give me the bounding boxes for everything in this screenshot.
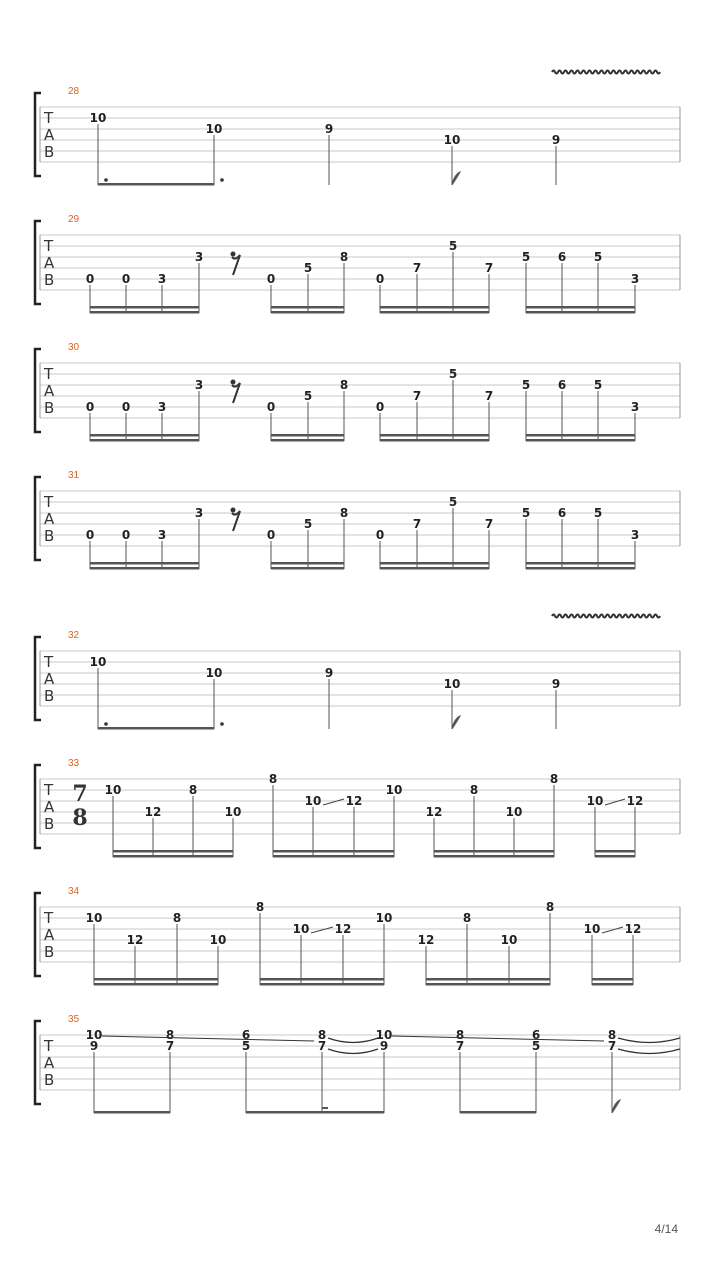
beam	[260, 978, 384, 981]
time-signature-denominator: 8	[72, 805, 88, 831]
beam	[273, 855, 394, 858]
fret-number: 8	[339, 250, 349, 264]
duration-dot	[104, 722, 108, 726]
tab-clef-letter: A	[44, 126, 55, 144]
fret-number: 7	[455, 1039, 465, 1053]
tab-clef-letter: T	[44, 493, 54, 511]
eighth-rest	[232, 255, 240, 275]
note-flag	[612, 1100, 620, 1113]
tie-line	[392, 1036, 604, 1041]
fret-number: 3	[157, 400, 167, 414]
fret-number: 8	[255, 900, 265, 914]
beam	[380, 311, 489, 314]
fret-number: 10	[224, 805, 242, 819]
fret-number: 10	[583, 922, 601, 936]
beam	[526, 306, 635, 309]
beam	[90, 567, 199, 570]
beam	[113, 850, 233, 853]
fret-number: 7	[484, 389, 494, 403]
tab-clef-letter: T	[44, 909, 54, 927]
tab-clef-letter: B	[44, 943, 55, 961]
system-28	[35, 71, 680, 186]
beam	[273, 850, 394, 853]
measure-number: 35	[68, 1014, 80, 1025]
fret-number: 10	[304, 794, 322, 808]
fret-number: 8	[339, 378, 349, 392]
fret-number: 12	[624, 922, 642, 936]
fret-number: 3	[194, 378, 204, 392]
fret-number: 5	[521, 506, 531, 520]
fret-number: 8	[317, 1028, 327, 1042]
fret-number: 12	[334, 922, 352, 936]
beam	[271, 311, 344, 314]
beam	[426, 978, 550, 981]
fret-number: 7	[484, 517, 494, 531]
system-32	[35, 615, 680, 730]
fret-number: 12	[425, 805, 443, 819]
vibrato-mark	[552, 615, 660, 618]
fret-number: 0	[85, 272, 95, 286]
beam	[426, 983, 550, 986]
fret-number: 12	[144, 805, 162, 819]
fret-number: 3	[157, 528, 167, 542]
system-35	[35, 1014, 680, 1114]
fret-number: 7	[484, 261, 494, 275]
beam	[595, 855, 635, 858]
beam	[526, 567, 635, 570]
fret-number: 5	[448, 239, 458, 253]
beam	[526, 311, 635, 314]
beam	[271, 306, 344, 309]
fret-number: 8	[545, 900, 555, 914]
fret-number: 3	[194, 506, 204, 520]
fret-number: 9	[324, 666, 334, 680]
fret-number: 0	[375, 272, 385, 286]
beam	[94, 983, 218, 986]
tie-arc	[328, 1049, 378, 1054]
beam	[592, 983, 633, 986]
tie-arc	[618, 1049, 680, 1054]
beam	[98, 183, 214, 186]
fret-number: 5	[593, 506, 603, 520]
beam	[90, 434, 199, 437]
beam	[90, 306, 199, 309]
fret-number: 0	[121, 400, 131, 414]
beam	[434, 855, 554, 858]
fret-number: 0	[85, 528, 95, 542]
tab-clef-letter: A	[44, 1054, 55, 1072]
fret-number: 9	[324, 122, 334, 136]
system-31	[35, 470, 680, 570]
duration-dot	[104, 178, 108, 182]
beam	[595, 850, 635, 853]
fret-number: 7	[412, 517, 422, 531]
beam	[271, 439, 344, 442]
beam	[90, 311, 199, 314]
tie-arc	[328, 1038, 378, 1043]
tab-clef-letter: B	[44, 143, 55, 161]
beam	[271, 434, 344, 437]
fret-number: 10	[375, 911, 393, 925]
beam	[460, 1111, 536, 1114]
beam	[94, 978, 218, 981]
beam	[113, 855, 233, 858]
tab-clef-letter: A	[44, 382, 55, 400]
fret-number: 6	[557, 250, 567, 264]
beam	[94, 1111, 170, 1114]
fret-number: 8	[607, 1028, 617, 1042]
fret-number: 0	[266, 528, 276, 542]
beam	[98, 727, 214, 730]
fret-number: 6	[557, 506, 567, 520]
fret-number: 8	[268, 772, 278, 786]
fret-number: 3	[630, 272, 640, 286]
tab-clef-letter: A	[44, 510, 55, 528]
fret-number: 10	[443, 677, 461, 691]
tie-arc	[618, 1038, 680, 1043]
fret-number: 5	[521, 250, 531, 264]
fret-number: 10	[205, 122, 223, 136]
fret-number: 10	[586, 794, 604, 808]
tab-clef-letter: T	[44, 237, 54, 255]
fret-number: 7	[412, 261, 422, 275]
beam	[380, 439, 489, 442]
fret-number: 6	[531, 1028, 541, 1042]
fret-number: 5	[531, 1039, 541, 1053]
fret-number: 10	[85, 1028, 103, 1042]
eighth-rest-dot	[231, 380, 236, 385]
eighth-rest	[232, 511, 240, 531]
tab-clef-letter: T	[44, 781, 54, 799]
fret-number: 0	[266, 400, 276, 414]
fret-number: 3	[630, 528, 640, 542]
tab-clef-letter: A	[44, 254, 55, 272]
fret-number: 8	[339, 506, 349, 520]
measure-number: 33	[68, 758, 80, 769]
beam	[526, 439, 635, 442]
tab-clef-letter: A	[44, 670, 55, 688]
fret-number: 3	[194, 250, 204, 264]
fret-number: 10	[385, 783, 403, 797]
fret-number: 10	[375, 1028, 393, 1042]
fret-number: 0	[375, 400, 385, 414]
system-30	[35, 342, 680, 442]
system-33	[35, 758, 680, 858]
fret-number: 6	[241, 1028, 251, 1042]
fret-number: 5	[303, 517, 313, 531]
page-number: 4/14	[654, 1222, 678, 1236]
fret-number: 5	[448, 367, 458, 381]
fret-number: 10	[500, 933, 518, 947]
fret-number: 10	[205, 666, 223, 680]
note-flag	[452, 716, 460, 729]
fret-number: 12	[626, 794, 644, 808]
fret-number: 0	[266, 272, 276, 286]
fret-number: 5	[241, 1039, 251, 1053]
fret-number: 10	[104, 783, 122, 797]
beam	[271, 562, 344, 565]
fret-number: 8	[462, 911, 472, 925]
tab-clef-letter: T	[44, 109, 54, 127]
beam	[246, 1111, 384, 1114]
tab-clef-letter: B	[44, 1071, 55, 1089]
beam	[592, 978, 633, 981]
system-29	[35, 214, 680, 314]
beam	[526, 562, 635, 565]
fret-number: 10	[505, 805, 523, 819]
fret-number: 8	[188, 783, 198, 797]
fret-number: 12	[345, 794, 363, 808]
fret-number: 8	[172, 911, 182, 925]
measure-number: 28	[68, 86, 80, 97]
tab-clef-letter: B	[44, 399, 55, 417]
fret-number: 0	[121, 272, 131, 286]
slide-line	[602, 927, 623, 933]
note-flag	[452, 172, 460, 185]
fret-number: 9	[551, 133, 561, 147]
fret-number: 3	[157, 272, 167, 286]
measure-number: 34	[68, 886, 80, 897]
system-34	[35, 886, 680, 986]
beam	[260, 983, 384, 986]
fret-number: 3	[630, 400, 640, 414]
tab-clef-letter: B	[44, 527, 55, 545]
fret-number: 10	[292, 922, 310, 936]
fret-number: 9	[379, 1039, 389, 1053]
time-signature-numerator: 7	[72, 781, 88, 807]
beam	[380, 567, 489, 570]
fret-number: 12	[417, 933, 435, 947]
fret-number: 6	[557, 378, 567, 392]
fret-number: 12	[126, 933, 144, 947]
fret-number: 7	[165, 1039, 175, 1053]
eighth-rest	[232, 383, 240, 403]
fret-number: 10	[89, 111, 107, 125]
tab-clef-letter: T	[44, 653, 54, 671]
fret-number: 7	[412, 389, 422, 403]
fret-number: 0	[85, 400, 95, 414]
fret-number: 10	[89, 655, 107, 669]
tab-clef-letter: T	[44, 1037, 54, 1055]
slide-line	[605, 799, 625, 805]
fret-number: 5	[593, 250, 603, 264]
tab-clef-letter: A	[44, 926, 55, 944]
vibrato-mark	[552, 71, 660, 74]
slide-line	[323, 799, 344, 805]
beam	[380, 562, 489, 565]
beam	[526, 434, 635, 437]
eighth-rest-dot	[231, 508, 236, 513]
slide-line	[311, 927, 333, 933]
eighth-rest-dot	[231, 252, 236, 257]
fret-number: 5	[521, 378, 531, 392]
fret-number: 10	[443, 133, 461, 147]
tab-clef-letter: A	[44, 798, 55, 816]
fret-number: 8	[455, 1028, 465, 1042]
fret-number: 8	[549, 772, 559, 786]
measure-number: 30	[68, 342, 80, 353]
measure-number: 32	[68, 630, 80, 641]
beam	[90, 562, 199, 565]
fret-number: 5	[448, 495, 458, 509]
fret-number: 8	[469, 783, 479, 797]
duration-dot	[220, 178, 224, 182]
duration-dot	[220, 722, 224, 726]
tab-clef-letter: B	[44, 687, 55, 705]
fret-number: 8	[165, 1028, 175, 1042]
tab-clef-letter: T	[44, 365, 54, 383]
fret-number: 5	[303, 389, 313, 403]
fret-number: 10	[209, 933, 227, 947]
fret-number: 7	[607, 1039, 617, 1053]
tab-clef-letter: B	[44, 271, 55, 289]
fret-number: 9	[89, 1039, 99, 1053]
fret-number: 7	[317, 1039, 327, 1053]
fret-number: 0	[375, 528, 385, 542]
measure-number: 31	[68, 470, 80, 481]
beam	[271, 567, 344, 570]
fret-number: 5	[593, 378, 603, 392]
tie-line	[102, 1036, 314, 1041]
fret-number: 0	[121, 528, 131, 542]
beam	[380, 306, 489, 309]
fret-number: 5	[303, 261, 313, 275]
fret-number: 10	[85, 911, 103, 925]
beam	[380, 434, 489, 437]
fret-number: 9	[551, 677, 561, 691]
tab-clef-letter: B	[44, 815, 55, 833]
measure-number: 29	[68, 214, 80, 225]
beam	[434, 850, 554, 853]
beam-stub	[322, 1107, 328, 1109]
beam	[90, 439, 199, 442]
